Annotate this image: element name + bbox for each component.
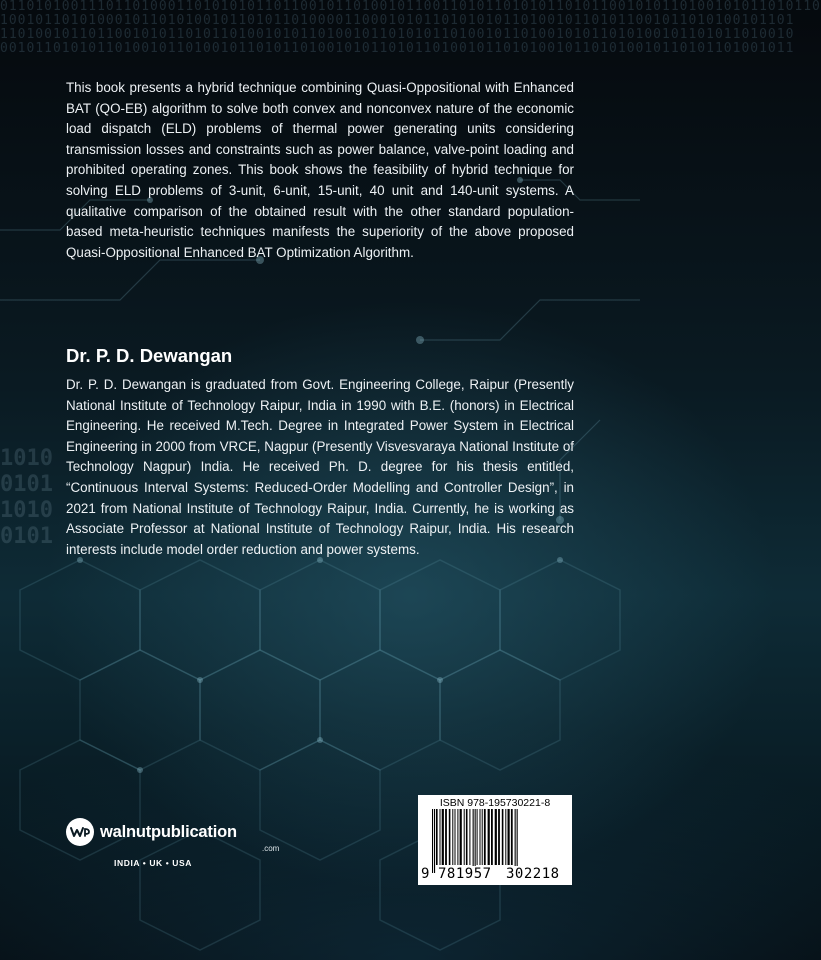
publisher-name: walnutpublication <box>100 822 237 841</box>
barcode-bar <box>440 809 441 865</box>
barcode-bar <box>469 809 470 865</box>
isbn-barcode <box>418 795 572 885</box>
barcode-guard-bar <box>432 809 433 873</box>
barcode-bar <box>466 809 468 865</box>
publisher-domain: .com <box>262 844 280 853</box>
barcode-bar <box>502 809 504 865</box>
barcode-bar <box>457 809 458 865</box>
barcode-bar <box>508 809 510 865</box>
barcode-guard-bar <box>515 809 516 873</box>
publisher-block <box>66 818 280 868</box>
barcode-bar <box>480 809 481 865</box>
barcode-bar <box>505 809 506 865</box>
barcode-bar <box>477 809 478 865</box>
barcode-bar <box>442 809 444 865</box>
binary-code-pattern: 011010100111011010001101010101101100101101001011001101011010101101011001010110100101011010110 100101101010001011010100101101011010000110001010110101010110100101101011001011010100101101 110100101101100101011010110100101011010010110101011010010110100101011010100101101011010010 001011010101101001011010010110101101001010110101101001011010100101101010010110101101001011 <box>0 0 821 56</box>
barcode-bar <box>455 809 456 865</box>
barcode-bar <box>491 809 493 865</box>
barcode-digits-left: 781957 <box>438 866 492 882</box>
barcode-bar <box>449 809 451 865</box>
barcode-digits-right: 302218 <box>506 866 560 882</box>
barcode-bar <box>488 809 490 865</box>
barcode-bar <box>452 809 453 865</box>
barcode-bar <box>436 809 438 865</box>
isbn-label: ISBN 978-195730221-8 <box>439 797 551 809</box>
barcode-bar <box>484 809 486 865</box>
barcode-guard-bar <box>434 809 435 873</box>
book-blurb: This book presents a hybrid technique combining Quasi-Oppositional with Enhanced BAT (QO-EB) algorithm to solve both convex and nonconvex nature of the economic load dispatch (ELD) problems of thermal power generating units considering transmission losses and constraints such as power balance, valve-point loading and prohibited operating zones. This book shows the feasibility of hybrid technique for solving ELD problems of 3-unit, 6-unit, 15-unit, 40 unit and 140-unit systems. A qualitative comparison of the obtained result with the other standard population-based meta-heuristic techniques manifests the superiority of the above proposed Quasi-Oppositional Enhanced BAT Optimization Algorithm. <box>66 80 574 260</box>
binary-code-side-pattern: 1010 0101 1010 0101 <box>0 446 53 549</box>
barcode-guard-bar <box>517 809 518 873</box>
barcode-guard-bar <box>473 809 474 873</box>
barcode-bar <box>482 809 483 865</box>
barcode-bar <box>464 809 465 865</box>
barcode-digit-first: 9 <box>421 866 430 882</box>
barcode-bar <box>498 809 500 865</box>
publisher-logo-icon <box>66 818 94 846</box>
barcode-bar <box>511 809 513 865</box>
walnut-logo-glyph <box>69 825 91 839</box>
barcode-bar <box>495 809 497 865</box>
barcode-bar <box>460 809 462 865</box>
author-bio: Dr. P. D. Dewangan is graduated from Govt. Engineering College, Raipur (Presently National Institute of Technology Raipur, India in 1990 with B.E. (honors) in Electrical Engineering. He received M.Tech. Degree in Integrated Power System in Electrical Engineering in 2000 from VRCE, Nagpur (Presently Visvesvaraya National Institute of Technology Nagpur) India. He received Ph. D. degree for his thesis entitled, “Continuous Interval Systems: Reduced-Order Modelling and Controller Design”, in 2021 from National Institute of Technology Raipur, India. Currently, he is working as Associate Professor at National Institute of Technology Raipur, India. His research interests include model order reduction and power systems. <box>66 377 574 557</box>
barcode-guard-bar <box>475 809 476 873</box>
publisher-countries: INDIA • UK • USA <box>114 858 193 868</box>
author-name: Dr. P. D. Dewangan <box>66 345 233 366</box>
barcode-bar <box>445 809 447 865</box>
